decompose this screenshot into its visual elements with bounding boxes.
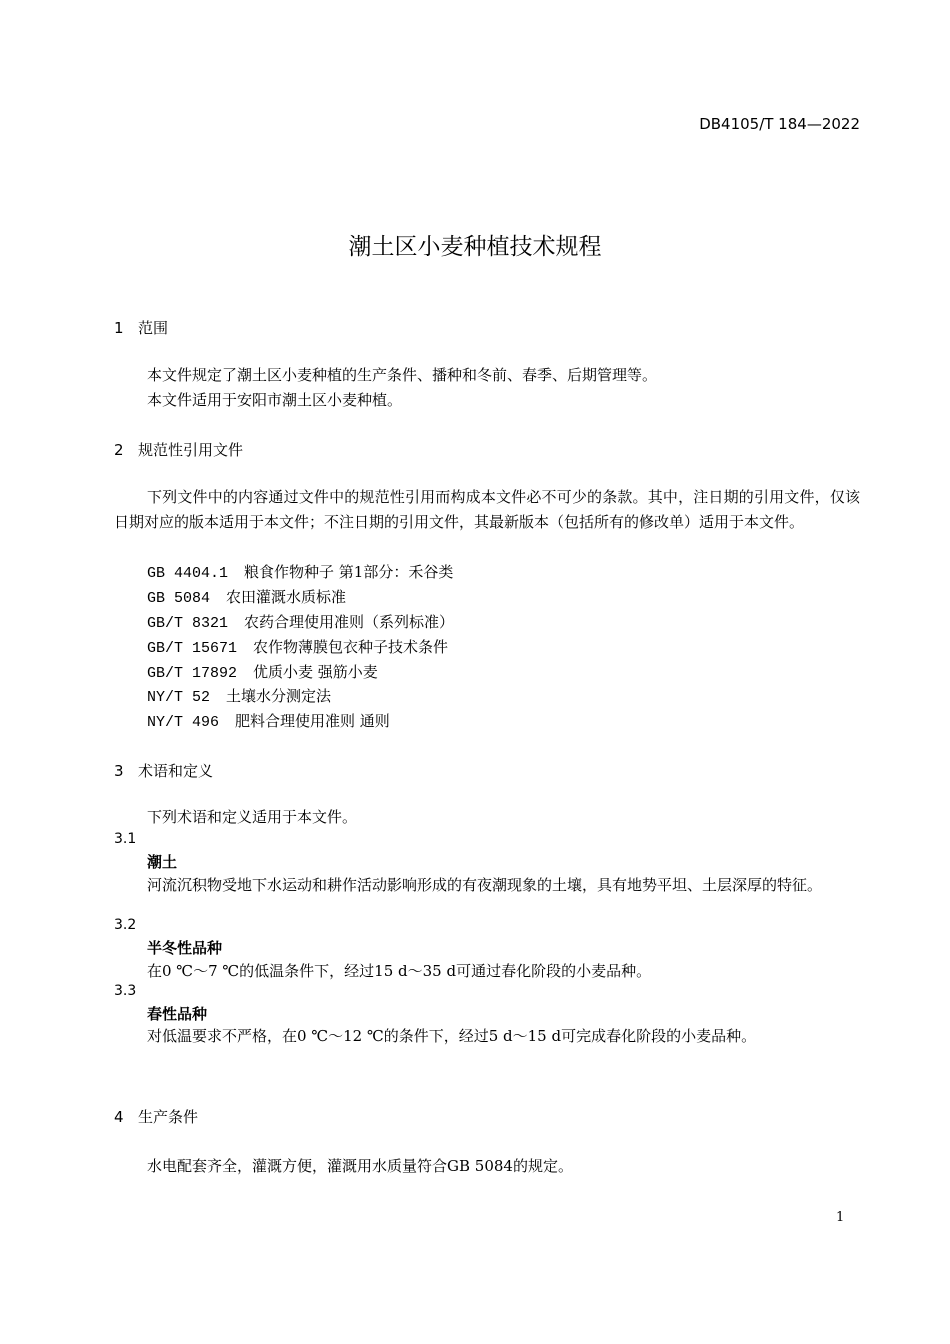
term-definition: 河流沉积物受地下水运动和耕作活动影响形成的有夜潮现象的土壤，具有地势平坦、土层深厚的特征。: [147, 876, 823, 894]
section-number: 4: [114, 1108, 124, 1126]
terms-intro: 下列术语和定义适用于本文件。: [147, 808, 358, 826]
document-code: DB4105/T 184—2022: [699, 115, 860, 133]
reference-title: 农作物薄膜包衣种子技术条件: [253, 638, 449, 656]
reference-item: [147, 586, 346, 607]
section-heading-production-conditions: [114, 1106, 198, 1127]
page-number: 1: [836, 1210, 845, 1225]
reference-title: 粮食作物种子 第1部分：禾谷类: [244, 563, 454, 581]
reference-title: 土壤水分测定法: [226, 687, 332, 705]
section-title: 生产条件: [138, 1108, 199, 1126]
term-name: 潮土: [147, 853, 178, 871]
references-intro: 下列文件中的内容通过文件中的规范性引用而构成本文件必不可少的条款。其中，注日期的引用文件，仅该日期对应的版本适用于本文件；不注日期的引用文件，其最新版本（包括所有的修改单）适用于本文件。: [114, 488, 860, 531]
section-heading-normative-references: [114, 439, 243, 460]
reference-item: [147, 611, 454, 632]
term-name: 半冬性品种: [147, 939, 223, 957]
section-number: 2: [114, 441, 124, 459]
term-number: 3.1: [114, 831, 137, 847]
reference-title: 肥料合理使用准则 通则: [235, 712, 390, 730]
paragraph: 本文件适用于安阳市潮土区小麦种植。: [147, 391, 403, 409]
reference-title: 农药合理使用准则（系列标准）: [244, 613, 455, 631]
reference-code: NY/T 52: [147, 689, 211, 706]
term-definition: 对低温要求不严格，在0 ℃～12 ℃的条件下，经过5 d～15 d可完成春化阶段的小麦品种。: [147, 1027, 757, 1045]
section-heading-scope: [114, 317, 168, 338]
term-number: 3.2: [114, 917, 137, 933]
reference-code: GB/T 15671: [147, 640, 238, 657]
reference-item: [147, 561, 453, 582]
reference-title: 优质小麦 强筋小麦: [253, 663, 378, 681]
reference-item: [147, 661, 378, 682]
reference-code: GB 5084: [147, 590, 211, 607]
section-heading-terms-definitions: [114, 760, 213, 781]
paragraph: 本文件规定了潮土区小麦种植的生产条件、播种和冬前、春季、后期管理等。: [147, 366, 658, 384]
reference-title: 农田灌溉水质标准: [226, 588, 347, 606]
term-number: 3.3: [114, 983, 137, 999]
section-number: 3: [114, 762, 124, 780]
term-definition: 在0 ℃～7 ℃的低温条件下，经过15 d～35 d可通过春化阶段的小麦品种。: [147, 962, 652, 980]
document-title: 潮土区小麦种植技术规程: [348, 234, 602, 260]
section-title: 术语和定义: [138, 762, 214, 780]
reference-code: GB/T 8321: [147, 615, 229, 632]
reference-item: [147, 710, 390, 731]
section-title: 范围: [138, 319, 169, 337]
reference-code: GB/T 17892: [147, 665, 238, 682]
section-number: 1: [114, 319, 124, 337]
reference-code: NY/T 496: [147, 714, 220, 731]
reference-item: [147, 636, 448, 657]
term-name: 春性品种: [147, 1005, 208, 1023]
reference-code: GB 4404.1: [147, 565, 229, 582]
reference-item: [147, 685, 331, 706]
section-title: 规范性引用文件: [138, 441, 244, 459]
paragraph: 水电配套齐全，灌溉方便，灌溉用水质量符合GB 5084的规定。: [147, 1157, 573, 1175]
